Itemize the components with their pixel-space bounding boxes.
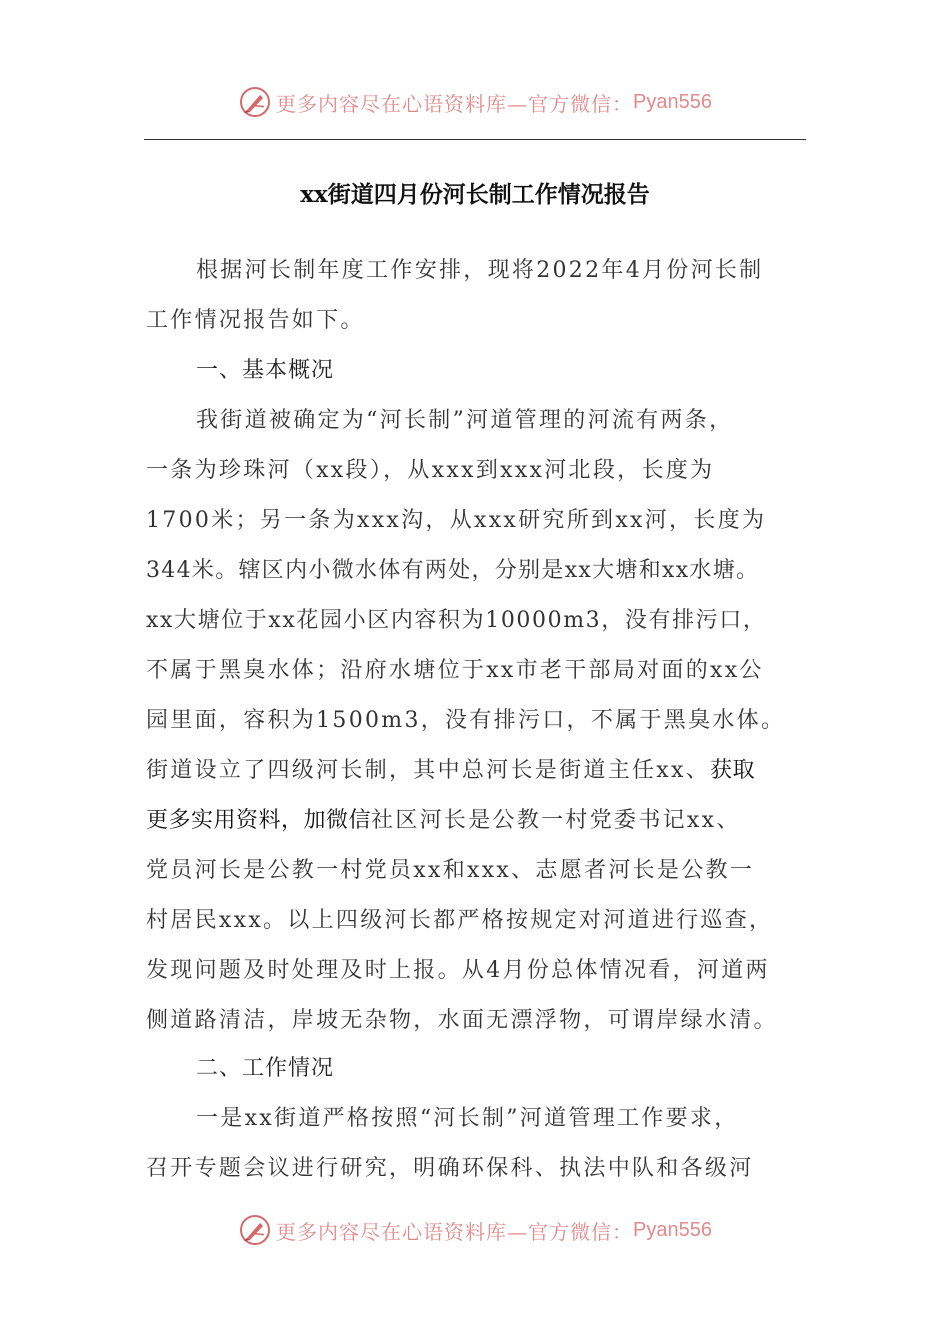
pen-logo-icon	[238, 85, 272, 119]
promo-text: 更多实用资料，加微信	[146, 808, 372, 833]
body-text: 街道设立了四级河长制，其中总河长是街道主任xx、	[146, 758, 711, 783]
body-line: 根据河长制年度工作安排，现将2022年4月份河长制	[196, 258, 764, 283]
body-line: 党员河长是公教一村党员xx和xxx、志愿者河长是公教一	[146, 858, 755, 883]
watermark-wechat-id: Pyan556	[633, 1218, 712, 1241]
pen-logo-icon	[238, 1213, 272, 1247]
body-line: 园里面，容积为1500m3，没有排污口，不属于黑臭水体。	[146, 708, 786, 733]
body-text: 社区河长是公教一村党委书记xx、	[371, 808, 741, 833]
watermark-text: 更多内容尽在心语资料库—官方微信：	[276, 91, 634, 116]
body-line: 召开专题会议进行研究，明确环保科、执法中队和各级河	[146, 1156, 754, 1181]
body-line: 1700米；另一条为xxx沟，从xxx研究所到xx河，长度为	[146, 508, 767, 533]
body-line: 一条为珍珠河（xx段），从xxx到xxx河北段，长度为	[146, 458, 715, 483]
body-line-with-promo	[146, 755, 755, 787]
header-rule	[144, 139, 806, 140]
footer-watermark	[0, 1210, 950, 1250]
body-line: 发现问题及时处理及时上报。从4月份总体情况看，河道两	[146, 958, 770, 983]
body-line: 我街道被确定为“河长制”河道管理的河流有两条，	[196, 408, 734, 433]
section-heading-overview: 一、基本概况	[196, 358, 335, 383]
body-line-with-promo	[146, 805, 741, 837]
body-line: 村居民xxx。以上四级河长都严格按规定对河道进行巡查，	[146, 908, 774, 933]
body-line: 一是xx街道严格按照“河长制”河道管理工作要求，	[196, 1106, 739, 1131]
body-line: 侧道路清洁，岸坡无杂物，水面无漂浮物，可谓岸绿水清。	[146, 1008, 778, 1033]
body-line: xx大塘位于xx花园小区内容积为10000m3，没有排污口，	[146, 608, 767, 633]
section-heading-work: 二、工作情况	[196, 1056, 335, 1081]
promo-text: 获取	[710, 758, 756, 783]
watermark-text: 更多内容尽在心语资料库—官方微信：	[276, 1219, 634, 1244]
watermark-wechat-id: Pyan556	[633, 90, 712, 113]
body-line: 不属于黑臭水体；沿府水塘位于xx市老干部局对面的xx公	[146, 658, 764, 683]
document-title: xx街道四月份河长制工作情况报告	[300, 181, 650, 208]
header-watermark	[0, 82, 950, 122]
body-line: 工作情况报告如下。	[146, 308, 365, 333]
body-line: 344米。辖区内小微水体有两处，分别是xx大塘和xx水塘。	[146, 558, 760, 583]
